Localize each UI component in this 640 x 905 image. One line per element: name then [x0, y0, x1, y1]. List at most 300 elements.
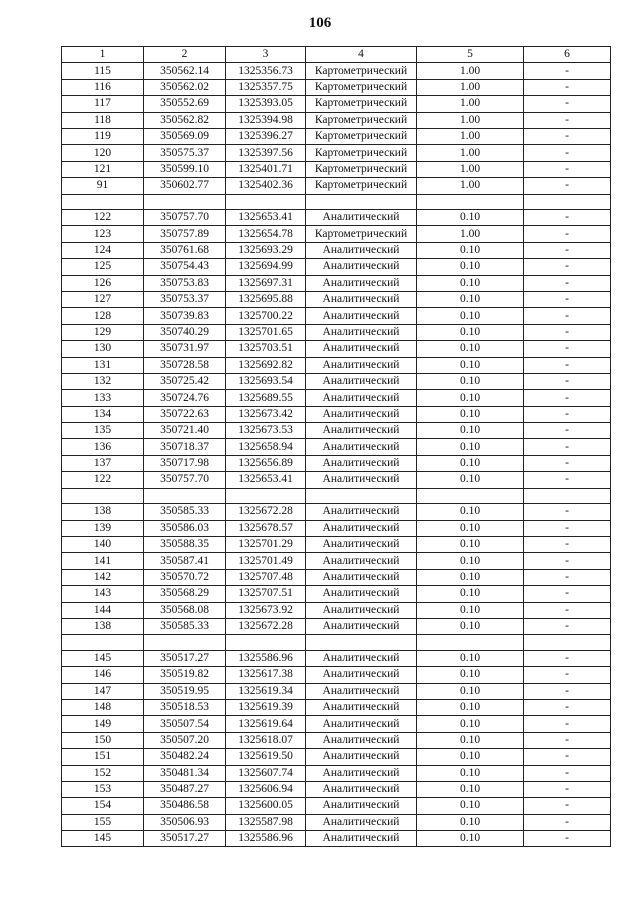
accuracy-cell: 0.10: [417, 259, 524, 275]
method-cell: Аналитический: [306, 602, 417, 618]
y-coordinate-cell: 1325673.42: [226, 406, 306, 422]
point-number-cell: 145: [62, 650, 144, 666]
column-6-cell: -: [524, 439, 611, 455]
table-row: [62, 423, 611, 439]
column-6-cell: -: [524, 79, 611, 95]
y-coordinate-cell: 1325357.75: [226, 79, 306, 95]
point-number-cell: 121: [62, 161, 144, 177]
column-6-cell: -: [524, 259, 611, 275]
method-cell: Аналитический: [306, 259, 417, 275]
point-number-cell: 126: [62, 275, 144, 291]
method-cell: Картометрический: [306, 145, 417, 161]
table-row: [62, 373, 611, 389]
y-coordinate-cell: 1325692.82: [226, 357, 306, 373]
accuracy-cell: 1.00: [417, 79, 524, 95]
accuracy-cell: 0.10: [417, 242, 524, 258]
table-row: [62, 291, 611, 307]
table-row: [62, 781, 611, 797]
method-cell: Аналитический: [306, 781, 417, 797]
method-cell: Аналитический: [306, 373, 417, 389]
table-row: [62, 602, 611, 618]
method-cell: Картометрический: [306, 226, 417, 242]
point-number-cell: 139: [62, 520, 144, 536]
accuracy-cell: 0.10: [417, 472, 524, 488]
column-6-cell: -: [524, 667, 611, 683]
column-6-cell: -: [524, 308, 611, 324]
point-number-cell: 116: [62, 79, 144, 95]
accuracy-cell: 0.10: [417, 831, 524, 847]
accuracy-cell: 1.00: [417, 128, 524, 144]
point-number-cell: 123: [62, 226, 144, 242]
x-coordinate-cell: 350507.54: [144, 716, 226, 732]
table-row: [62, 145, 611, 161]
accuracy-cell: 0.10: [417, 406, 524, 422]
y-coordinate-cell: 1325586.96: [226, 831, 306, 847]
column-6-cell: -: [524, 357, 611, 373]
y-coordinate-cell: 1325396.27: [226, 128, 306, 144]
coordinates-table: [61, 46, 611, 847]
method-cell: Аналитический: [306, 423, 417, 439]
table-row: [62, 520, 611, 536]
column-6-cell: -: [524, 798, 611, 814]
column-6-cell: -: [524, 341, 611, 357]
x-coordinate-cell: 350506.93: [144, 814, 226, 830]
x-coordinate-cell: 350757.70: [144, 210, 226, 226]
column-6-cell: -: [524, 650, 611, 666]
y-coordinate-cell: 1325587.98: [226, 814, 306, 830]
column-6-cell: -: [524, 226, 611, 242]
method-cell: [306, 635, 417, 651]
point-number-cell: 146: [62, 667, 144, 683]
column-6-cell: -: [524, 831, 611, 847]
y-coordinate-cell: 1325656.89: [226, 455, 306, 471]
y-coordinate-cell: 1325607.74: [226, 765, 306, 781]
x-coordinate-cell: 350588.35: [144, 536, 226, 552]
column-6-cell: -: [524, 373, 611, 389]
spacer-row: [62, 488, 611, 504]
table-row: [62, 536, 611, 552]
method-cell: Аналитический: [306, 569, 417, 585]
column-6-cell: -: [524, 96, 611, 112]
method-cell: Аналитический: [306, 650, 417, 666]
x-coordinate-cell: 350481.34: [144, 765, 226, 781]
point-number-cell: 150: [62, 732, 144, 748]
accuracy-cell: 0.10: [417, 732, 524, 748]
table-row: [62, 390, 611, 406]
method-cell: Аналитический: [306, 472, 417, 488]
column-6-cell: -: [524, 749, 611, 765]
table-row: [62, 553, 611, 569]
column-6-cell: -: [524, 242, 611, 258]
spacer-row: [62, 635, 611, 651]
y-coordinate-cell: 1325693.29: [226, 242, 306, 258]
point-number-cell: 143: [62, 586, 144, 602]
x-coordinate-cell: 350482.24: [144, 749, 226, 765]
point-number-cell: 138: [62, 618, 144, 634]
y-coordinate-cell: 1325700.22: [226, 308, 306, 324]
point-number-cell: 155: [62, 814, 144, 830]
column-6-cell: -: [524, 553, 611, 569]
method-cell: Аналитический: [306, 732, 417, 748]
x-coordinate-cell: [144, 635, 226, 651]
y-coordinate-cell: 1325673.92: [226, 602, 306, 618]
point-number-cell: 134: [62, 406, 144, 422]
y-coordinate-cell: 1325586.96: [226, 650, 306, 666]
column-6-cell: [524, 488, 611, 504]
accuracy-cell: 0.10: [417, 536, 524, 552]
column-6-cell: -: [524, 716, 611, 732]
method-cell: Аналитический: [306, 667, 417, 683]
x-coordinate-cell: 350761.68: [144, 242, 226, 258]
y-coordinate-cell: 1325701.49: [226, 553, 306, 569]
x-coordinate-cell: 350740.29: [144, 324, 226, 340]
method-cell: Картометрический: [306, 79, 417, 95]
method-cell: Картометрический: [306, 112, 417, 128]
method-cell: Аналитический: [306, 831, 417, 847]
y-coordinate-cell: 1325703.51: [226, 341, 306, 357]
y-coordinate-cell: 1325619.64: [226, 716, 306, 732]
column-6-cell: -: [524, 765, 611, 781]
table-row: [62, 357, 611, 373]
y-coordinate-cell: 1325689.55: [226, 390, 306, 406]
method-cell: Картометрический: [306, 161, 417, 177]
column-6-cell: -: [524, 504, 611, 520]
method-cell: Аналитический: [306, 357, 417, 373]
accuracy-cell: 0.10: [417, 439, 524, 455]
y-coordinate-cell: 1325658.94: [226, 439, 306, 455]
accuracy-cell: 0.10: [417, 667, 524, 683]
y-coordinate-cell: 1325606.94: [226, 781, 306, 797]
column-6-cell: -: [524, 291, 611, 307]
point-number-cell: 148: [62, 699, 144, 715]
column-6-cell: [524, 635, 611, 651]
accuracy-cell: 1.00: [417, 112, 524, 128]
accuracy-cell: 1.00: [417, 63, 524, 79]
method-cell: Аналитический: [306, 324, 417, 340]
page-number: 106: [308, 15, 332, 31]
table-row: [62, 732, 611, 748]
point-number-cell: 151: [62, 749, 144, 765]
column-6-cell: -: [524, 390, 611, 406]
accuracy-cell: 1.00: [417, 145, 524, 161]
x-coordinate-cell: 350754.43: [144, 259, 226, 275]
point-number-cell: 122: [62, 210, 144, 226]
accuracy-cell: 0.10: [417, 683, 524, 699]
point-number-cell: 120: [62, 145, 144, 161]
x-coordinate-cell: 350519.95: [144, 683, 226, 699]
table-row: [62, 504, 611, 520]
x-coordinate-cell: 350599.10: [144, 161, 226, 177]
column-6-cell: -: [524, 520, 611, 536]
y-coordinate-cell: 1325693.54: [226, 373, 306, 389]
point-number-cell: 118: [62, 112, 144, 128]
accuracy-cell: 0.10: [417, 373, 524, 389]
y-coordinate-cell: 1325672.28: [226, 504, 306, 520]
method-cell: [306, 488, 417, 504]
column-6-cell: [524, 194, 611, 210]
x-coordinate-cell: 350562.02: [144, 79, 226, 95]
x-coordinate-cell: 350517.27: [144, 831, 226, 847]
x-coordinate-cell: 350568.29: [144, 586, 226, 602]
x-coordinate-cell: [144, 194, 226, 210]
point-number-cell: 152: [62, 765, 144, 781]
point-number-cell: 119: [62, 128, 144, 144]
x-coordinate-cell: 350507.20: [144, 732, 226, 748]
header-cell: 4: [306, 47, 417, 63]
y-coordinate-cell: 1325394.98: [226, 112, 306, 128]
x-coordinate-cell: 350602.77: [144, 178, 226, 194]
accuracy-cell: 0.10: [417, 423, 524, 439]
accuracy-cell: 0.10: [417, 210, 524, 226]
header-cell: 6: [524, 47, 611, 63]
point-number-cell: 117: [62, 96, 144, 112]
method-cell: Аналитический: [306, 291, 417, 307]
table-row: [62, 161, 611, 177]
column-6-cell: -: [524, 732, 611, 748]
table-row: [62, 128, 611, 144]
column-6-cell: -: [524, 324, 611, 340]
table-row: [62, 226, 611, 242]
table-row: [62, 455, 611, 471]
y-coordinate-cell: 1325707.48: [226, 569, 306, 585]
y-coordinate-cell: 1325619.34: [226, 683, 306, 699]
point-number-cell: 127: [62, 291, 144, 307]
y-coordinate-cell: 1325695.88: [226, 291, 306, 307]
column-6-cell: -: [524, 112, 611, 128]
accuracy-cell: 0.10: [417, 455, 524, 471]
column-6-cell: -: [524, 586, 611, 602]
x-coordinate-cell: 350486.58: [144, 798, 226, 814]
method-cell: [306, 194, 417, 210]
method-cell: Картометрический: [306, 63, 417, 79]
point-number-cell: 136: [62, 439, 144, 455]
y-coordinate-cell: 1325697.31: [226, 275, 306, 291]
x-coordinate-cell: 350731.97: [144, 341, 226, 357]
header-cell: 1: [62, 47, 144, 63]
column-6-cell: -: [524, 536, 611, 552]
table-row: [62, 667, 611, 683]
table-row: [62, 765, 611, 781]
x-coordinate-cell: 350552.69: [144, 96, 226, 112]
accuracy-cell: 0.10: [417, 275, 524, 291]
accuracy-cell: [417, 488, 524, 504]
x-coordinate-cell: 350487.27: [144, 781, 226, 797]
point-number-cell: 144: [62, 602, 144, 618]
accuracy-cell: 0.10: [417, 390, 524, 406]
point-number-cell: 149: [62, 716, 144, 732]
table-row: [62, 683, 611, 699]
method-cell: Аналитический: [306, 406, 417, 422]
table-row: [62, 618, 611, 634]
accuracy-cell: 0.10: [417, 569, 524, 585]
method-cell: Картометрический: [306, 178, 417, 194]
table-row: [62, 275, 611, 291]
accuracy-cell: 0.10: [417, 618, 524, 634]
x-coordinate-cell: 350587.41: [144, 553, 226, 569]
point-number-cell: 133: [62, 390, 144, 406]
y-coordinate-cell: [226, 635, 306, 651]
x-coordinate-cell: 350586.03: [144, 520, 226, 536]
accuracy-cell: 0.10: [417, 716, 524, 732]
column-6-cell: -: [524, 178, 611, 194]
accuracy-cell: 1.00: [417, 226, 524, 242]
x-coordinate-cell: 350585.33: [144, 618, 226, 634]
accuracy-cell: 0.10: [417, 357, 524, 373]
y-coordinate-cell: [226, 488, 306, 504]
accuracy-cell: 0.10: [417, 602, 524, 618]
accuracy-cell: 1.00: [417, 161, 524, 177]
accuracy-cell: 0.10: [417, 324, 524, 340]
method-cell: Аналитический: [306, 553, 417, 569]
column-6-cell: -: [524, 275, 611, 291]
table-row: [62, 96, 611, 112]
y-coordinate-cell: 1325707.51: [226, 586, 306, 602]
point-number-cell: 140: [62, 536, 144, 552]
x-coordinate-cell: 350757.89: [144, 226, 226, 242]
x-coordinate-cell: 350519.82: [144, 667, 226, 683]
column-6-cell: -: [524, 406, 611, 422]
x-coordinate-cell: 350568.08: [144, 602, 226, 618]
table-row: [62, 569, 611, 585]
point-number-cell: 124: [62, 242, 144, 258]
table-body: [62, 63, 611, 847]
x-coordinate-cell: 350725.42: [144, 373, 226, 389]
column-6-cell: -: [524, 423, 611, 439]
column-6-cell: -: [524, 569, 611, 585]
method-cell: Аналитический: [306, 749, 417, 765]
column-6-cell: -: [524, 455, 611, 471]
method-cell: Аналитический: [306, 586, 417, 602]
method-cell: Аналитический: [306, 308, 417, 324]
y-coordinate-cell: 1325619.39: [226, 699, 306, 715]
point-number-cell: 125: [62, 259, 144, 275]
column-6-cell: -: [524, 814, 611, 830]
table-row: [62, 242, 611, 258]
column-6-cell: -: [524, 128, 611, 144]
accuracy-cell: 0.10: [417, 798, 524, 814]
accuracy-cell: 0.10: [417, 650, 524, 666]
x-coordinate-cell: 350562.14: [144, 63, 226, 79]
table-row: [62, 831, 611, 847]
point-number-cell: 131: [62, 357, 144, 373]
table-row: [62, 472, 611, 488]
method-cell: Аналитический: [306, 765, 417, 781]
x-coordinate-cell: 350753.37: [144, 291, 226, 307]
point-number-cell: 91: [62, 178, 144, 194]
x-coordinate-cell: 350753.83: [144, 275, 226, 291]
y-coordinate-cell: 1325356.73: [226, 63, 306, 79]
accuracy-cell: 0.10: [417, 765, 524, 781]
table-row: [62, 178, 611, 194]
x-coordinate-cell: 350724.76: [144, 390, 226, 406]
accuracy-cell: 0.10: [417, 586, 524, 602]
point-number-cell: [62, 488, 144, 504]
x-coordinate-cell: 350570.72: [144, 569, 226, 585]
header-cell: 2: [144, 47, 226, 63]
x-coordinate-cell: 350722.63: [144, 406, 226, 422]
point-number-cell: 147: [62, 683, 144, 699]
table-row: [62, 259, 611, 275]
y-coordinate-cell: 1325397.56: [226, 145, 306, 161]
accuracy-cell: [417, 194, 524, 210]
header-cell: 5: [417, 47, 524, 63]
point-number-cell: 142: [62, 569, 144, 585]
method-cell: Картометрический: [306, 96, 417, 112]
column-6-cell: -: [524, 210, 611, 226]
column-6-cell: -: [524, 472, 611, 488]
column-6-cell: -: [524, 602, 611, 618]
y-coordinate-cell: 1325600.05: [226, 798, 306, 814]
accuracy-cell: 0.10: [417, 814, 524, 830]
point-number-cell: 122: [62, 472, 144, 488]
column-6-cell: -: [524, 683, 611, 699]
x-coordinate-cell: 350518.53: [144, 699, 226, 715]
point-number-cell: 135: [62, 423, 144, 439]
table-row: [62, 112, 611, 128]
method-cell: Аналитический: [306, 242, 417, 258]
point-number-cell: 141: [62, 553, 144, 569]
x-coordinate-cell: 350728.58: [144, 357, 226, 373]
y-coordinate-cell: 1325672.28: [226, 618, 306, 634]
x-coordinate-cell: 350718.37: [144, 439, 226, 455]
table-row: [62, 324, 611, 340]
y-coordinate-cell: 1325701.29: [226, 536, 306, 552]
point-number-cell: 145: [62, 831, 144, 847]
method-cell: Аналитический: [306, 683, 417, 699]
y-coordinate-cell: 1325701.65: [226, 324, 306, 340]
table-row: [62, 798, 611, 814]
accuracy-cell: 0.10: [417, 749, 524, 765]
accuracy-cell: [417, 635, 524, 651]
x-coordinate-cell: 350517.27: [144, 650, 226, 666]
table-row: [62, 586, 611, 602]
y-coordinate-cell: 1325678.57: [226, 520, 306, 536]
y-coordinate-cell: 1325654.78: [226, 226, 306, 242]
method-cell: Аналитический: [306, 716, 417, 732]
point-number-cell: 138: [62, 504, 144, 520]
accuracy-cell: 0.10: [417, 699, 524, 715]
table-row: [62, 79, 611, 95]
y-coordinate-cell: 1325619.50: [226, 749, 306, 765]
x-coordinate-cell: 350721.40: [144, 423, 226, 439]
method-cell: Аналитический: [306, 455, 417, 471]
column-6-cell: -: [524, 63, 611, 79]
column-6-cell: -: [524, 618, 611, 634]
accuracy-cell: 0.10: [417, 781, 524, 797]
x-coordinate-cell: 350739.83: [144, 308, 226, 324]
point-number-cell: 153: [62, 781, 144, 797]
method-cell: Аналитический: [306, 210, 417, 226]
point-number-cell: 130: [62, 341, 144, 357]
accuracy-cell: 0.10: [417, 504, 524, 520]
accuracy-cell: 1.00: [417, 178, 524, 194]
y-coordinate-cell: 1325617.38: [226, 667, 306, 683]
method-cell: Аналитический: [306, 520, 417, 536]
x-coordinate-cell: 350562.82: [144, 112, 226, 128]
accuracy-cell: 0.10: [417, 308, 524, 324]
method-cell: Аналитический: [306, 341, 417, 357]
method-cell: Аналитический: [306, 814, 417, 830]
point-number-cell: 128: [62, 308, 144, 324]
point-number-cell: [62, 194, 144, 210]
method-cell: Аналитический: [306, 699, 417, 715]
method-cell: Картометрический: [306, 128, 417, 144]
column-6-cell: -: [524, 781, 611, 797]
accuracy-cell: 0.10: [417, 520, 524, 536]
method-cell: Аналитический: [306, 275, 417, 291]
y-coordinate-cell: 1325401.71: [226, 161, 306, 177]
point-number-cell: [62, 635, 144, 651]
